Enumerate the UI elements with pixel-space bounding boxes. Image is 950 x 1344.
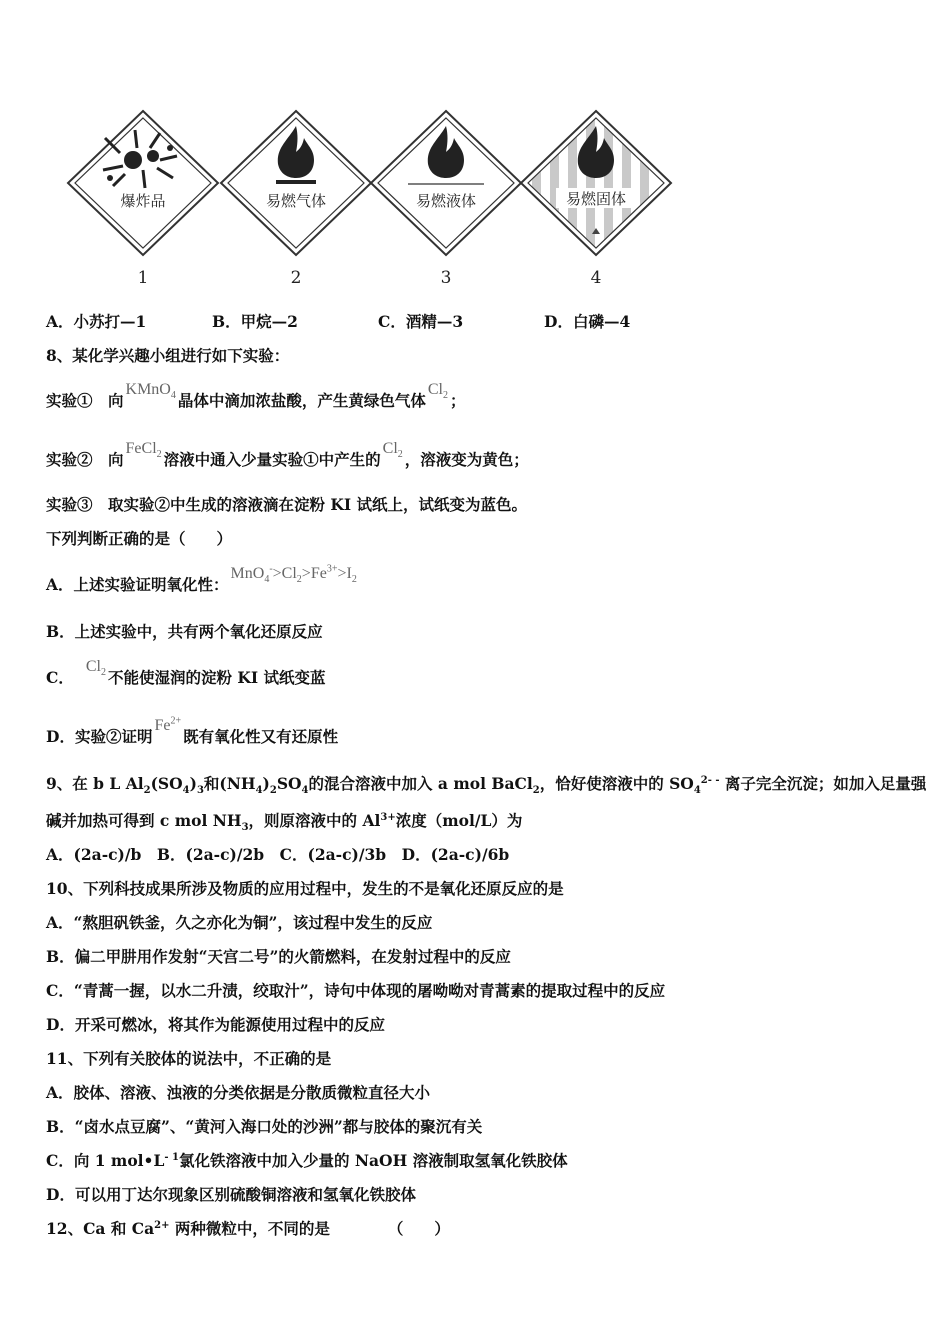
q12-stem: 12、Ca 和 $Ca^{2+}$ 两种微粒中，不同的是 （ ）: [46, 1219, 450, 1238]
sign-label: 爆炸品: [120, 192, 166, 210]
formula-oxidation-chain: $MnO_4^->Cl_2>Fe^{3+}>I_2$: [230, 563, 357, 586]
q8-option-c: C．$Cl_2$ 不能使湿润的淀粉 KI 试纸变蓝: [46, 658, 326, 687]
sign-label: 易燃液体: [415, 192, 477, 210]
hazard-sign-flammable-solid: [518, 108, 674, 288]
hazard-sign-flammable-gas: [218, 108, 374, 288]
q8-exp1: 实验① 向KMnO$_4$ 晶体中滴加浓盐酸，产生黄绿色气体$Cl_2$ ；: [46, 381, 466, 410]
q9-options: A．(2a-c)/b B．(2a-c)/2b C．(2a-c)/3b D．(2a-c)/6b: [46, 845, 510, 864]
sign-label: 易燃固体: [565, 190, 627, 208]
formula-cl2: $Cl_2$: [85, 658, 106, 679]
q7-option-a: A．小苏打—1: [46, 312, 147, 331]
q11-option-c: C．向 1 $mol•L^{- 1}$氯化铁溶液中加入少量的 NaOH 溶液制取氢氧化铁胶体: [46, 1151, 568, 1170]
sign-number: 4: [590, 268, 602, 288]
formula-cl2: $Cl_2$: [427, 381, 448, 402]
q10-option-c: C．“青蒿一握，以水二升渍，绞取汁”，诗句中体现的屠呦呦对青蒿素的提取过程中的反应: [46, 981, 666, 1000]
sign-number: 2: [290, 268, 302, 288]
q11-option-b: B．“卤水点豆腐”、“黄河入海口处的沙洲”都与胶体的聚沉有关: [46, 1117, 483, 1136]
q8-option-d: D．实验②证明$Fe^{2+}$既有氧化性又有还原性: [46, 715, 339, 746]
sign-label: 易燃气体: [265, 192, 327, 210]
q10-stem: 10、下列科技成果所涉及物质的应用过程中，发生的不是氧化还原反应的是: [46, 879, 564, 898]
answer-blank: （ ）: [387, 1219, 450, 1238]
q11-option-a: A．胶体、溶液、浊液的分类依据是分散质微粒直径大小: [46, 1083, 431, 1102]
sign-number: 3: [440, 268, 452, 288]
q8-exp3: 实验③ 取实验②中生成的溶液滴在淀粉 KI 试纸上，试纸变为蓝色。: [46, 495, 528, 514]
q10-option-d: D．开采可燃冰，将其作为能源使用过程中的反应: [46, 1015, 385, 1034]
q11-stem: 11、下列有关胶体的说法中，不正确的是: [46, 1049, 332, 1068]
q10-option-b: B．偏二甲肼用作发射“天宫二号”的火箭燃料，在发射过程中的反应: [46, 947, 511, 966]
q9-line1: 9、在 b L $Al_2(SO_4)_3$和$(NH_4)_2SO_4$的混合溶液中加入 a mol BaCl$_2$，恰好使溶液中的 $SO_4^{2- -}$ 离子完全沉淀；如加入足量强: [46, 774, 927, 797]
q8-stem: 8、某化学兴趣小组进行如下实验：: [46, 346, 290, 365]
formula-fe2: $Fe^{2+}$: [154, 715, 182, 734]
q8-option-b: B．上述实验中，共有两个氧化还原反应: [46, 622, 323, 641]
q7-option-b: B．甲烷—2: [212, 312, 298, 331]
q7-options: [46, 312, 630, 332]
hazard-signs: [55, 108, 675, 293]
q7-option-c: C．酒精—3: [378, 312, 464, 331]
sign-number: 1: [137, 268, 149, 288]
q8-option-a: A．上述实验证明氧化性：$MnO_4^->Cl_2>Fe^{3+}>I_2$: [46, 563, 357, 594]
formula-cl2: $Cl_2$: [382, 440, 403, 461]
formula-fecl2: FeCl$_2$: [125, 440, 162, 461]
q11-option-d: D．可以用丁达尔现象区别硫酸铜溶液和氢氧化铁胶体: [46, 1185, 416, 1204]
hazard-sign-explosive: [65, 108, 221, 288]
q10-option-a: A．“熬胆矾铁釜，久之亦化为铜”，该过程中发生的反应: [46, 913, 433, 932]
hazard-sign-flammable-liquid: [368, 108, 524, 288]
q9-line2: 碱并加热可得到 c mol $NH_3$，则原溶液中的 $Al^{3+}$浓度（mol/L）为: [46, 811, 523, 834]
formula-kmno4: KMnO$_4$: [125, 381, 176, 402]
q8-ask: 下列判断正确的是（ ）: [46, 529, 233, 548]
q7-option-d: D．白磷—4: [544, 312, 631, 331]
q8-exp2: 实验② 向FeCl$_2$ 溶液中通入少量实验①中产生的$Cl_2$ ，溶液变为黄色；: [46, 440, 529, 469]
